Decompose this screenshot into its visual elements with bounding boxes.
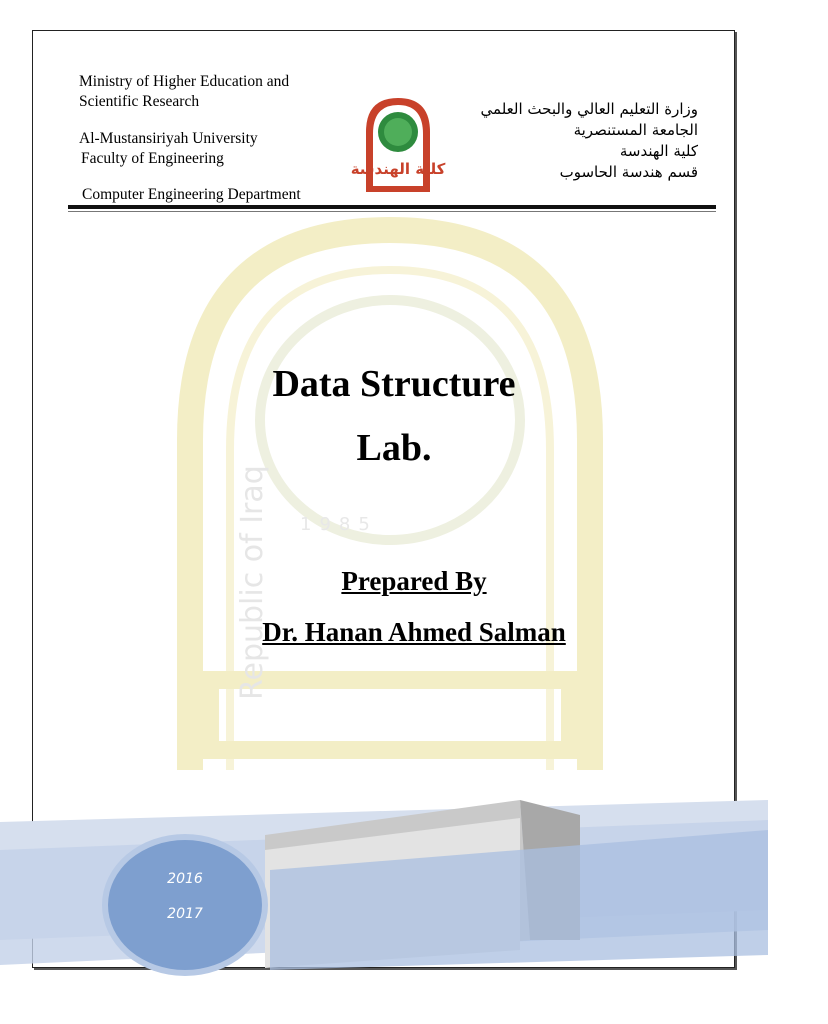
header-arabic	[481, 99, 698, 183]
department-arabic: قسم هندسة الحاسوب	[559, 163, 698, 181]
ministry-arabic: وزارة التعليم العالي والبحث العلمي	[480, 100, 698, 118]
title-line1: Data Structure	[272, 363, 516, 405]
watermark-year: 1985	[300, 514, 378, 535]
header-rule-thin	[68, 211, 716, 212]
ministry-text: Ministry of Higher Education and Scientific Research	[79, 73, 290, 110]
watermark-text: Republic of Iraq	[235, 465, 270, 700]
year-end: 2017	[167, 906, 203, 922]
year-start: 2016	[167, 871, 203, 887]
year-badge	[108, 840, 262, 970]
author-name: Dr. Hanan Ahmed Salman	[262, 617, 566, 647]
prepared-label: Prepared By	[341, 566, 487, 596]
faculty-arabic: كلية الهندسة	[619, 142, 698, 160]
university-arabic: الجامعة المستنصرية	[573, 121, 698, 139]
title-line2: Lab.	[356, 427, 432, 469]
faculty-logo	[350, 94, 446, 194]
department-text: Computer Engineering Department	[82, 186, 301, 203]
watermark-emblem	[150, 210, 630, 780]
university-text: Al-Mustansiriyah University Faculty of Engineering	[79, 130, 258, 167]
header-rule	[68, 205, 716, 209]
logo-text: كلية الهندسة	[350, 160, 446, 178]
